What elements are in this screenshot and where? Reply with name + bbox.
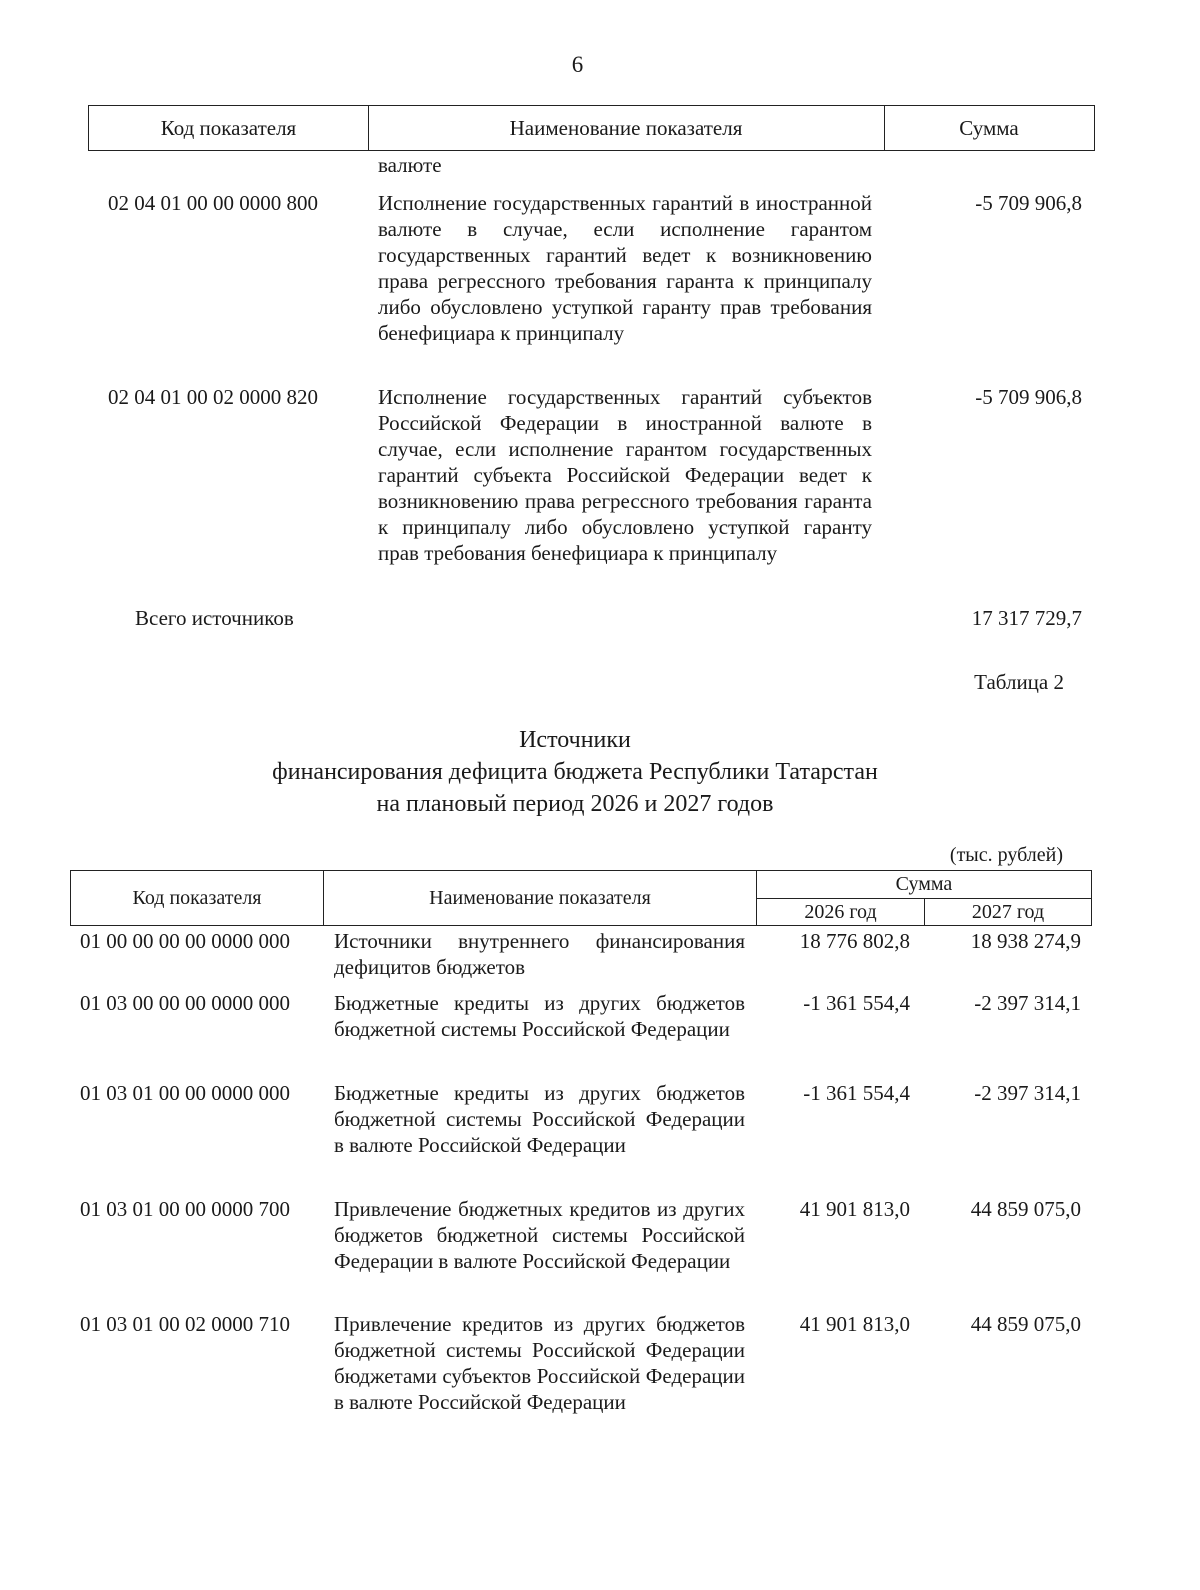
table2-header-year2: 2027 год — [971, 900, 1045, 923]
table2-header-year1: 2026 год — [757, 899, 925, 925]
row-code: 01 00 00 00 00 0000 000 — [80, 929, 290, 953]
row-amount-2027: -2 397 314,1 — [974, 991, 1081, 1015]
row-name: Источники внутреннего финансирования дефицитов бюджетов — [334, 929, 745, 979]
row-code: 01 03 00 00 00 0000 000 — [80, 991, 290, 1015]
table2-title-line2: финансирования дефицита бюджета Республики Татарстан — [272, 759, 878, 785]
row-amount-2027: -2 397 314,1 — [974, 1081, 1081, 1105]
table1-header-code: Код показателя — [89, 106, 369, 150]
row-amount-2026: 18 776 802,8 — [799, 929, 910, 953]
table1-header — [88, 105, 1095, 151]
row-amount-2027: 44 859 075,0 — [970, 1312, 1081, 1336]
row-name: Бюджетные кредиты из других бюджетов бюджетной системы Российской Федерации — [334, 991, 745, 1041]
table2-header-code: Код показателя — [71, 871, 324, 925]
units-label: (тыс. рублей) — [949, 844, 1063, 866]
table2-header-sum: Сумма — [757, 871, 1091, 899]
table1-header-name: Наименование показателя — [368, 106, 885, 150]
row-amount-2026: 41 901 813,0 — [799, 1312, 910, 1336]
page-number: 6 — [571, 52, 584, 77]
table2-header-name: Наименование показателя — [324, 871, 757, 925]
row-code: 02 04 01 00 00 0000 800 — [108, 191, 318, 215]
row-code: 01 03 01 00 00 0000 700 — [80, 1197, 290, 1221]
row-amount-2027: 18 938 274,9 — [970, 929, 1081, 953]
row-amount-2026: -1 361 554,4 — [803, 1081, 910, 1105]
table2-header — [70, 870, 1092, 926]
table1-continuation: валюте — [378, 153, 442, 177]
row-name: Бюджетные кредиты из других бюджетов бюджетной системы Российской Федерации в валюте Российской Федерации — [334, 1081, 745, 1157]
total-label: Всего источников — [135, 606, 294, 630]
table2-label: Таблица 2 — [974, 670, 1064, 694]
row-amount-2027: 44 859 075,0 — [970, 1197, 1081, 1221]
row-name: Исполнение государственных гарантий в иностранной валюте в случае, если исполнение гарантом государственных гарантий ведет к возникновению права регрессного требования гаранта к принципалу либо обусловлено уступкой гаранту прав требования бенефициара к принципалу — [378, 191, 872, 345]
table1-header-sum: Сумма — [959, 115, 1019, 140]
row-name: Привлечение кредитов из других бюджетов бюджетной системы Российской Федерации бюджетами субъектов Российской Федерации в валюте Российской Федерации — [334, 1312, 745, 1414]
total-amount: 17 317 729,7 — [971, 606, 1082, 630]
row-amount-2026: -1 361 554,4 — [803, 991, 910, 1015]
row-amount-2026: 41 901 813,0 — [799, 1197, 910, 1221]
row-code: 02 04 01 00 02 0000 820 — [108, 385, 318, 409]
table2-title-line3: на плановый период 2026 и 2027 годов — [376, 791, 774, 817]
row-amount: -5 709 906,8 — [975, 385, 1082, 409]
table2-title-line1: Источники — [519, 727, 631, 753]
row-amount: -5 709 906,8 — [975, 191, 1082, 215]
row-name: Исполнение государственных гарантий субъектов Российской Федерации в иностранной валюте в случае, если исполнение гарантом государственных гарантий субъекта Российской Федерации ведет к возникновению права регрессного требования гаранта к принципалу либо обусловлено уступкой гаранту прав требования бенефициара к принципалу — [378, 385, 872, 565]
row-code: 01 03 01 00 02 0000 710 — [80, 1312, 290, 1336]
row-name: Привлечение бюджетных кредитов из других бюджетов бюджетной системы Российской Федерации в валюте Российской Федерации — [334, 1197, 745, 1273]
row-code: 01 03 01 00 00 0000 000 — [80, 1081, 290, 1105]
